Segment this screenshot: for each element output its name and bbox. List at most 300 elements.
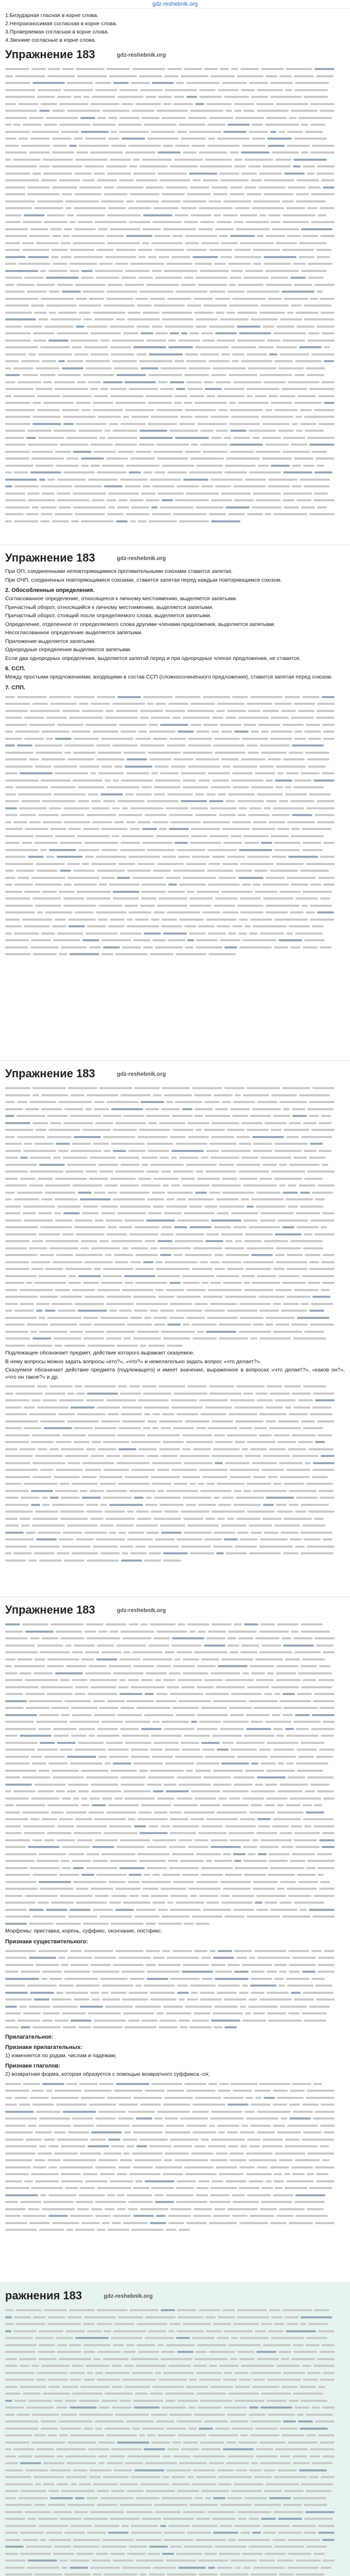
word	[212, 717, 223, 719]
word	[296, 200, 326, 202]
word	[5, 1770, 37, 1772]
word	[31, 877, 65, 879]
word	[37, 870, 58, 872]
word	[85, 933, 118, 935]
word	[304, 1825, 311, 1827]
word	[270, 1393, 290, 1395]
exercise-title: ражнения 183	[5, 2289, 82, 2302]
text-line	[5, 371, 345, 378]
word	[32, 1839, 42, 1841]
word	[143, 214, 172, 216]
word	[29, 1247, 47, 1249]
site-url[interactable]: gdz-reshebnik.org	[0, 0, 350, 9]
word	[302, 1275, 334, 1277]
word	[253, 263, 261, 265]
word	[48, 2539, 71, 2541]
word	[118, 451, 134, 453]
text-line	[5, 1947, 345, 1954]
word	[297, 1874, 316, 1876]
word	[173, 103, 193, 105]
word	[74, 207, 106, 209]
word	[98, 772, 124, 774]
word	[289, 1964, 316, 1966]
word	[125, 409, 154, 411]
word	[110, 919, 125, 921]
word	[213, 193, 227, 195]
word	[216, 2153, 227, 2155]
word	[150, 1310, 158, 1312]
word	[75, 513, 105, 515]
word	[257, 1818, 271, 1820]
word	[178, 2434, 206, 2436]
word	[118, 863, 135, 865]
word	[262, 884, 289, 886]
word	[170, 1978, 200, 1980]
word	[287, 2125, 318, 2127]
word	[212, 856, 225, 858]
word	[156, 2215, 166, 2217]
word	[67, 1756, 96, 1758]
word	[243, 2567, 251, 2569]
paragraph: Причастный оборот, относящийся к личному местоимению, выделяется запятыми.	[5, 604, 214, 611]
word	[279, 1971, 287, 1973]
word	[5, 724, 27, 726]
word	[180, 2117, 208, 2120]
word	[5, 1888, 38, 1890]
text-line	[5, 1445, 345, 1452]
word	[243, 724, 256, 726]
word	[5, 2104, 17, 2106]
word	[167, 793, 193, 795]
word	[199, 2379, 221, 2381]
word	[106, 165, 127, 167]
word	[169, 1846, 186, 1848]
word	[190, 1818, 204, 1820]
word	[153, 1206, 164, 1208]
word	[278, 1420, 299, 1422]
word	[150, 1749, 163, 1751]
word	[205, 1406, 232, 1409]
word	[235, 1420, 264, 1422]
word	[217, 703, 244, 705]
word	[306, 2344, 320, 2346]
word	[156, 444, 189, 446]
word	[110, 2553, 125, 2555]
text-line	[5, 2550, 345, 2557]
word	[222, 1790, 249, 1792]
text-line	[5, 2100, 345, 2108]
word	[311, 1129, 335, 1131]
word	[309, 2455, 320, 2458]
word	[206, 1860, 212, 1862]
word	[242, 884, 251, 886]
word	[305, 1790, 315, 1792]
word	[171, 1184, 180, 1187]
word	[320, 2442, 335, 2444]
word	[35, 2180, 59, 2182]
word	[308, 1448, 334, 1450]
word	[149, 758, 171, 760]
word	[283, 724, 304, 726]
word	[111, 1143, 145, 1145]
word	[40, 849, 47, 851]
word	[306, 1867, 316, 1869]
word	[142, 1385, 156, 1387]
word	[98, 2159, 118, 2161]
word	[62, 1546, 91, 1548]
text-line	[5, 1543, 345, 1550]
word	[23, 2215, 46, 2217]
word	[195, 793, 204, 795]
word	[211, 437, 222, 439]
word	[240, 1651, 257, 1653]
word	[249, 2469, 261, 2471]
word	[106, 1337, 121, 1340]
word	[255, 1658, 283, 1660]
text-line	[5, 1683, 345, 1690]
word	[283, 2420, 296, 2422]
word	[265, 270, 299, 272]
word	[102, 2222, 110, 2224]
word	[184, 1811, 215, 1814]
text-line	[5, 315, 345, 323]
word	[288, 1184, 296, 1187]
word	[181, 2448, 199, 2450]
word	[313, 1700, 335, 1702]
word	[308, 277, 324, 279]
word	[266, 1770, 295, 1772]
word	[309, 1310, 324, 1312]
word	[236, 1497, 264, 1499]
word	[73, 870, 95, 872]
word	[67, 1524, 98, 1527]
word	[289, 2117, 311, 2120]
word	[240, 2434, 248, 2436]
word	[168, 346, 193, 348]
paragraph: Сказуемое обозначает действие предмета (подлежащего) и имеет значение, выраженное в вопросах «что делает?», «каков он?», «что он такое?» и др.	[5, 1367, 345, 1380]
word	[186, 1504, 196, 1506]
word	[5, 423, 30, 425]
text-line	[5, 1634, 345, 1641]
word	[190, 703, 215, 705]
word	[27, 493, 40, 495]
word	[5, 1560, 26, 1562]
word	[306, 2097, 335, 2099]
word	[192, 1268, 213, 1270]
word	[272, 856, 286, 858]
word	[104, 1511, 125, 1513]
word	[196, 1923, 209, 1925]
word	[106, 1742, 123, 1744]
word	[5, 68, 29, 70]
word	[5, 1790, 11, 1792]
word	[308, 766, 326, 768]
word	[5, 1916, 30, 1918]
word	[281, 2117, 287, 2120]
word	[100, 1504, 107, 1506]
word	[5, 214, 22, 216]
word	[232, 1115, 248, 1117]
word	[39, 165, 50, 167]
word	[186, 863, 206, 865]
word	[129, 221, 150, 223]
word	[5, 318, 36, 320]
word	[310, 151, 335, 154]
word	[197, 1178, 220, 1180]
word	[95, 2201, 126, 2203]
word	[160, 772, 179, 774]
text-line	[5, 1342, 345, 1349]
word	[251, 1762, 258, 1765]
word	[120, 479, 148, 481]
text-line	[5, 2348, 345, 2355]
word	[158, 1296, 174, 1298]
word	[247, 291, 279, 293]
word	[304, 2518, 333, 2520]
word	[202, 911, 220, 913]
text-line	[5, 922, 345, 929]
word	[84, 2316, 116, 2318]
word	[187, 710, 214, 712]
text-line	[5, 769, 345, 776]
word	[243, 1846, 257, 1848]
word	[38, 2153, 52, 2155]
word	[288, 2553, 311, 2555]
word	[228, 2539, 236, 2541]
word	[40, 2539, 46, 2541]
word	[170, 2139, 199, 2141]
word	[244, 2111, 255, 2113]
word	[19, 2006, 27, 2008]
word	[287, 2567, 319, 2569]
word	[108, 493, 139, 495]
word	[295, 933, 323, 935]
word	[35, 2337, 54, 2339]
word	[5, 2525, 37, 2527]
text-line	[5, 2149, 345, 2157]
word	[100, 2497, 134, 2499]
word	[5, 2483, 33, 2485]
word	[95, 2117, 116, 2120]
word	[290, 800, 314, 802]
word	[31, 1504, 40, 1506]
word	[37, 1406, 68, 1409]
word	[200, 1992, 215, 1994]
word	[64, 744, 94, 747]
word	[5, 2351, 36, 2353]
word	[196, 2187, 208, 2189]
text-line	[5, 2320, 345, 2327]
word	[72, 2393, 102, 2395]
word	[59, 506, 71, 509]
word	[148, 402, 172, 404]
word	[210, 1261, 220, 1263]
word	[67, 214, 74, 216]
word	[122, 2567, 151, 2569]
word	[302, 1971, 316, 1973]
word	[249, 2414, 266, 2416]
word	[134, 1310, 148, 1312]
word	[230, 193, 244, 195]
word	[175, 145, 189, 147]
word	[313, 2117, 335, 2120]
word	[74, 485, 102, 487]
word	[235, 117, 264, 119]
word	[137, 1331, 159, 1333]
word	[147, 2434, 155, 2436]
word	[31, 1268, 43, 1270]
word	[5, 173, 30, 175]
word	[184, 402, 192, 404]
word	[261, 2323, 272, 2325]
word	[260, 2406, 292, 2409]
word	[5, 1337, 30, 1340]
word	[5, 1645, 35, 1647]
word	[265, 124, 299, 126]
word	[185, 946, 194, 948]
word	[251, 2573, 277, 2575]
word	[43, 173, 72, 175]
word	[177, 1219, 209, 1222]
word	[235, 1094, 241, 1096]
word	[62, 2012, 86, 2014]
paragraph: Причастный оборот, стоящий после определяемого слова, выделяется запятыми.	[5, 613, 212, 619]
word	[296, 430, 303, 432]
word	[5, 2125, 26, 2127]
text-line	[5, 260, 345, 267]
word	[317, 291, 323, 293]
word	[323, 2560, 335, 2562]
word	[294, 457, 313, 460]
text-line	[5, 1189, 345, 1196]
word	[109, 1881, 126, 1883]
word	[232, 298, 266, 300]
word	[100, 1524, 114, 1527]
text-line	[5, 1759, 345, 1767]
word	[167, 1686, 179, 1688]
word	[301, 1504, 329, 1506]
word	[66, 1811, 86, 1814]
word	[74, 256, 103, 258]
word	[27, 193, 60, 195]
word	[142, 891, 166, 893]
word	[94, 1957, 116, 1959]
word	[69, 145, 77, 147]
word	[208, 1289, 242, 1291]
word	[165, 2400, 176, 2402]
word	[101, 200, 124, 202]
word	[292, 2525, 316, 2527]
word	[209, 326, 235, 328]
word	[314, 284, 335, 286]
word	[132, 110, 154, 112]
word	[152, 939, 166, 941]
word	[173, 1483, 187, 1485]
text-line	[5, 1920, 345, 1927]
word	[59, 1874, 79, 1876]
word	[179, 124, 205, 126]
word	[107, 2462, 123, 2464]
word	[292, 1108, 305, 1110]
word	[143, 228, 161, 230]
word	[40, 1651, 70, 1653]
word	[52, 145, 67, 147]
word	[32, 1762, 46, 1765]
text-line	[5, 714, 345, 721]
word	[136, 353, 147, 355]
word	[99, 2406, 110, 2409]
word	[5, 200, 35, 202]
word	[86, 1504, 98, 1506]
word	[223, 1888, 251, 1890]
word	[57, 332, 89, 334]
word	[251, 1971, 265, 1973]
word	[18, 1658, 32, 1660]
word	[5, 703, 30, 705]
word	[286, 1136, 299, 1138]
word	[287, 235, 301, 237]
word	[138, 2351, 159, 2353]
word	[228, 263, 251, 265]
word	[24, 1427, 42, 1429]
word	[34, 2455, 55, 2458]
word	[234, 2525, 260, 2527]
word	[187, 304, 201, 307]
word	[52, 1776, 84, 1778]
word	[157, 1469, 169, 1471]
word	[262, 2525, 290, 2527]
word	[322, 696, 335, 698]
word	[277, 1511, 293, 1513]
word	[5, 249, 20, 251]
word	[122, 1998, 148, 2001]
word	[68, 1916, 97, 1918]
word	[5, 193, 25, 195]
text-line	[5, 2376, 345, 2383]
word	[224, 471, 247, 473]
word	[243, 1219, 258, 1222]
word	[259, 1178, 272, 1180]
word	[249, 1811, 275, 1814]
text-line	[5, 1466, 345, 1473]
word	[149, 1552, 161, 1554]
word	[173, 1393, 207, 1395]
word	[241, 151, 270, 154]
word	[307, 758, 329, 760]
word	[195, 1192, 207, 1194]
word	[153, 1317, 167, 1319]
word	[208, 138, 215, 140]
word	[86, 1511, 102, 1513]
word	[198, 1504, 216, 1506]
word	[299, 1094, 330, 1096]
word	[115, 2414, 149, 2416]
word	[277, 2131, 301, 2133]
word	[160, 1524, 185, 1527]
word	[97, 2187, 131, 2189]
word	[205, 1115, 230, 1117]
word	[48, 2215, 68, 2217]
word	[142, 884, 166, 886]
word	[219, 814, 236, 816]
word	[167, 68, 182, 70]
word	[228, 2393, 259, 2395]
word	[131, 1749, 148, 1751]
word	[194, 2208, 212, 2210]
word	[274, 842, 301, 844]
word	[68, 919, 96, 921]
word	[36, 2111, 61, 2113]
